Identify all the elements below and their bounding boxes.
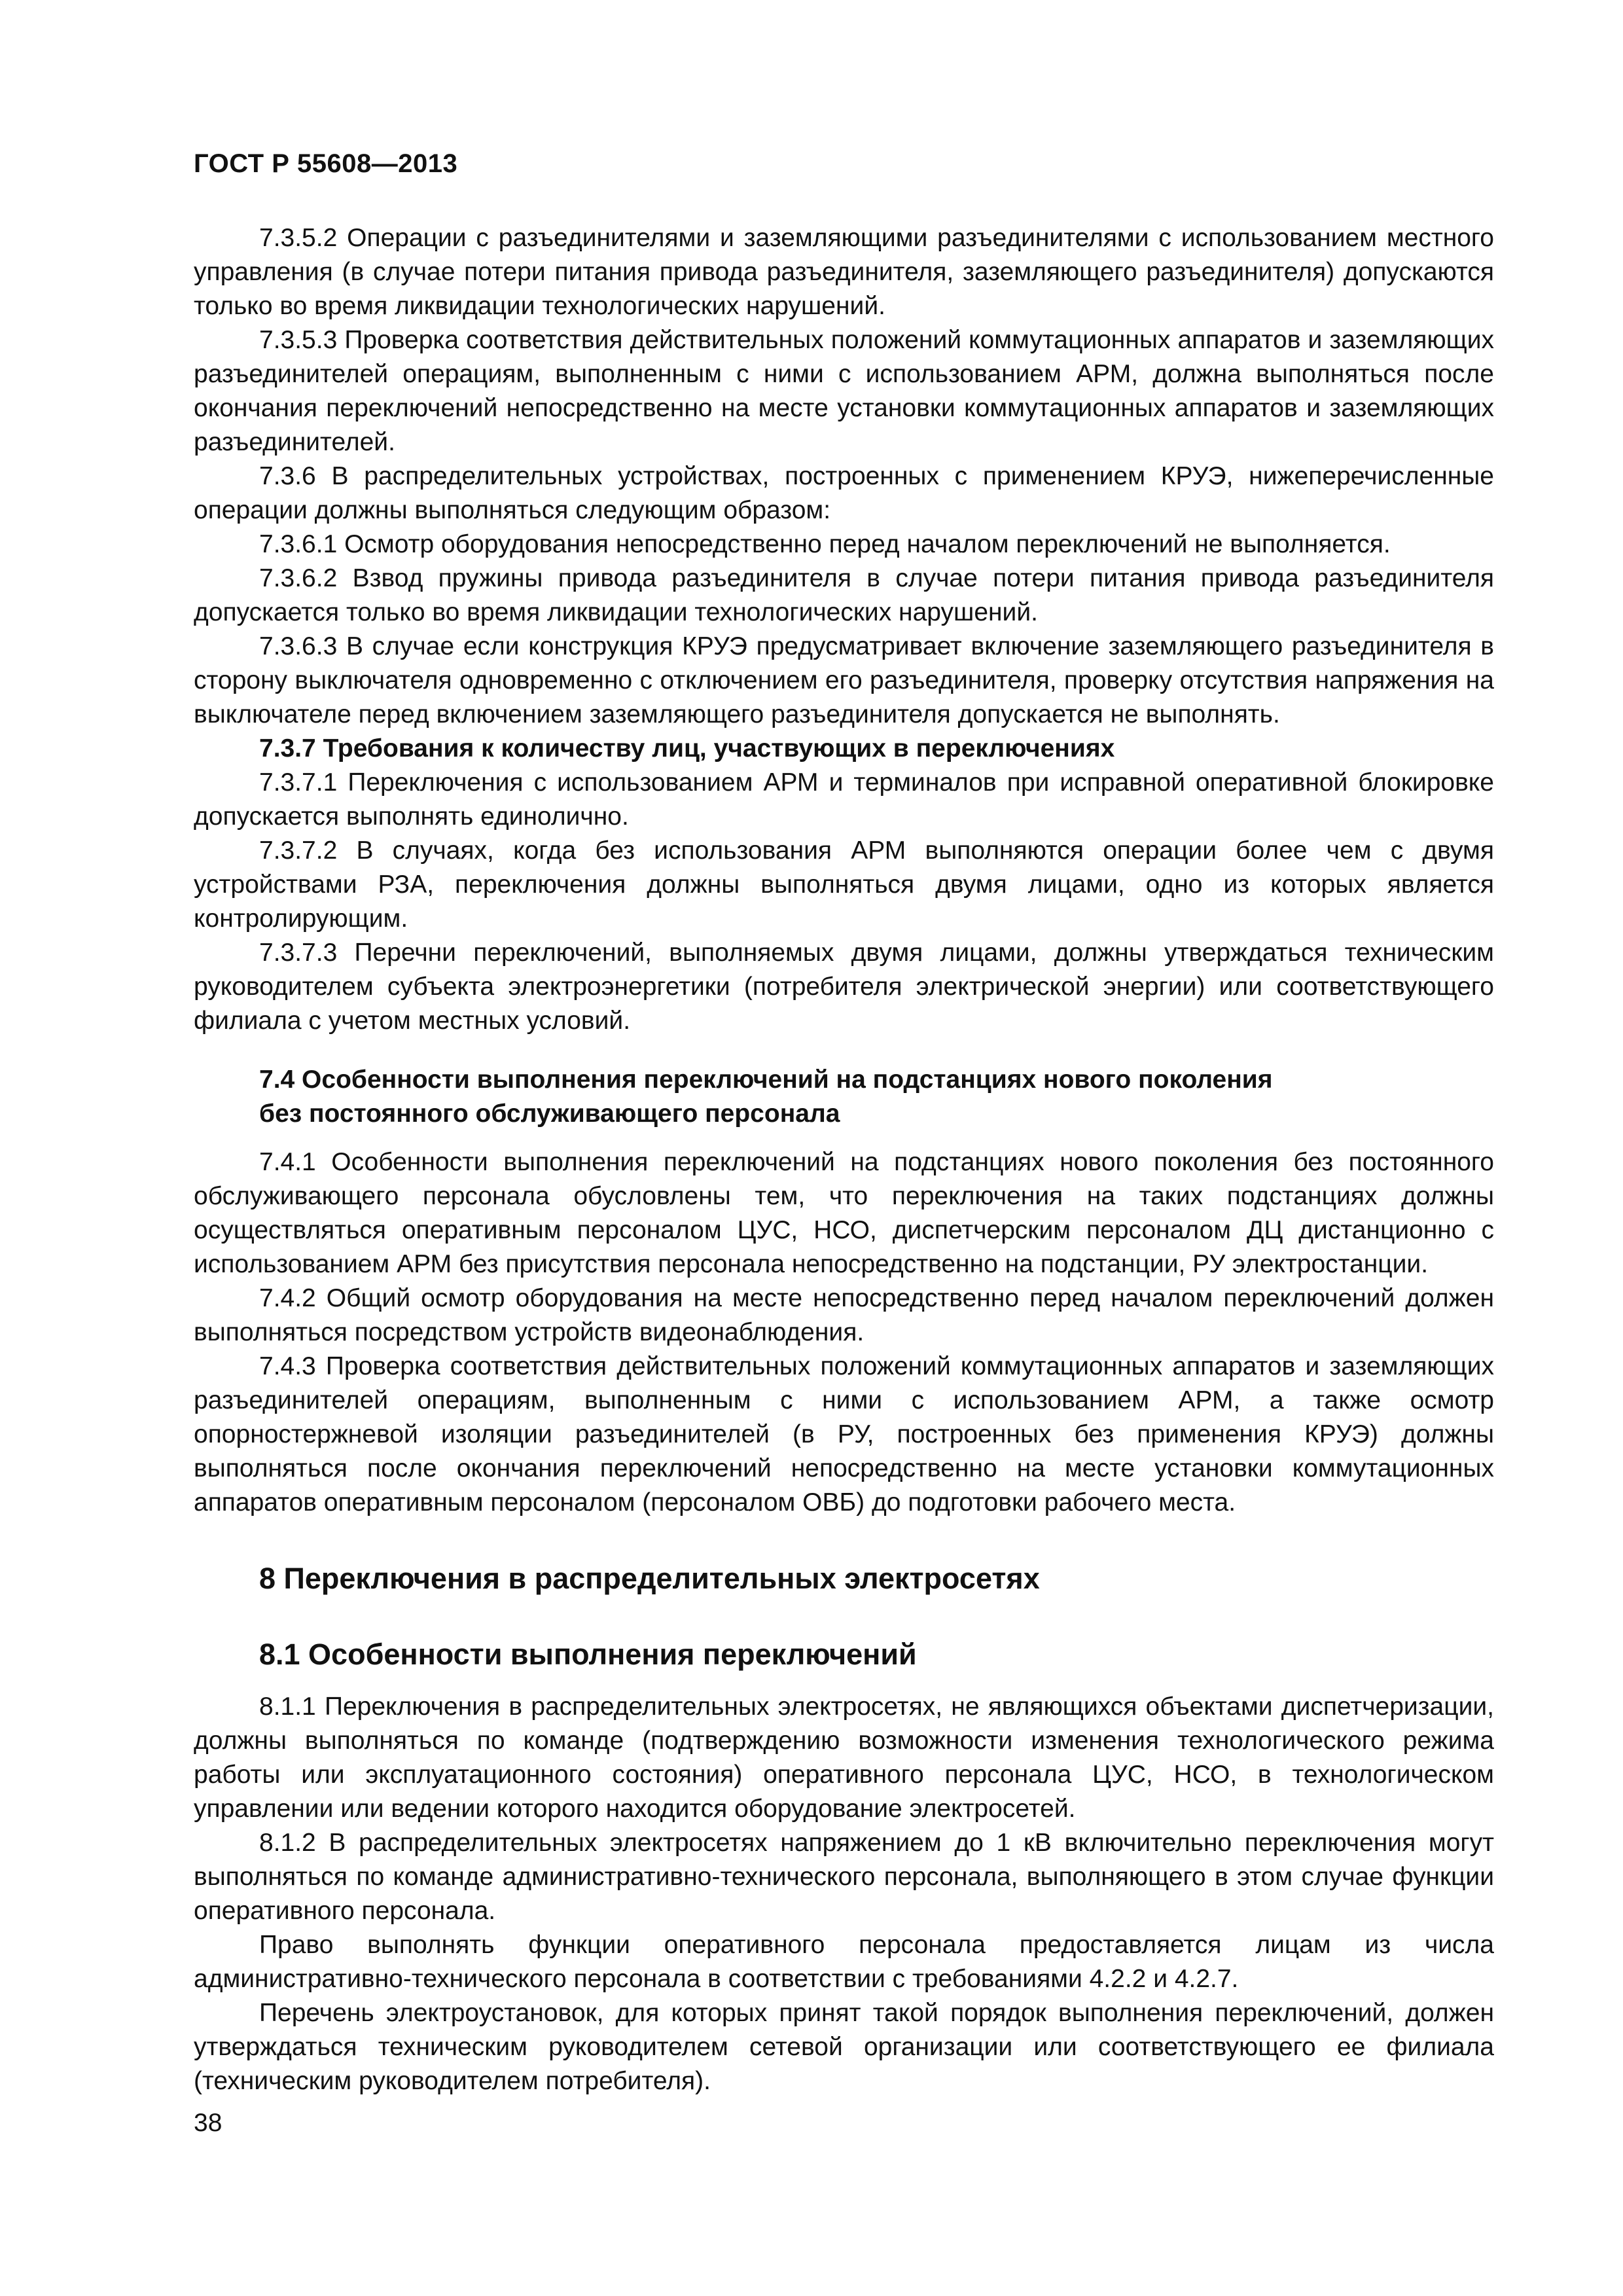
paragraph-7-4-1: 7.4.1 Особенности выполнения переключений на подстанциях нового поколения без постоянного обслуживающего персонала обусловлены тем, что переключения на таких подстанциях должны осуществляться оперативным персоналом ЦУС, НСО, диспетчерским персоналом ДЦ дистанционно с использованием АРМ без присутствия персонала непосредственно на подстанции, РУ электростанции. bbox=[194, 1148, 1494, 1278]
paragraph-8-1-2: 8.1.2 В распределительных электросетях напряжением до 1 кВ включительно переключения могут выполняться по команде административно-технического персонала, выполняющего в этом случае функции оперативного персонала. bbox=[194, 1829, 1494, 1925]
paragraph-rights: Право выполнять функции оперативного персонала предоставляется лицам из числа административно-технического персонала в соответствии с требованиями 4.2.2 и 4.2.7. bbox=[194, 1931, 1494, 1993]
heading-7-3-7: 7.3.7 Требования к количеству лиц, участвующих в переключениях bbox=[259, 734, 1115, 762]
paragraph-7-3-6-2: 7.3.6.2 Взвод пружины привода разъединителя в случае потери питания привода разъединителя допускается только во время ликвидации технологических нарушений. bbox=[194, 564, 1494, 626]
page-content bbox=[194, 221, 1494, 2098]
paragraph-7-3-6-3: 7.3.6.3 В случае если конструкция КРУЭ предусматривает включение заземляющего разъединителя в сторону выключателя одновременно с отключением его разъединителя, проверку отсутствия напряжения на выключателе перед включением заземляющего разъединителя допускается не выполнять. bbox=[194, 632, 1494, 728]
heading-section-8-1: 8.1 Особенности выполнения переключений bbox=[259, 1638, 917, 1671]
paragraph-7-3-5-2: 7.3.5.2 Операции с разъединителями и заземляющими разъединителями с использованием местного управления (в случае потери питания привода разъединителя, заземляющего разъединителя) допускаются только во время ликвидации технологических нарушений. bbox=[194, 224, 1494, 320]
heading-7-4-line2: без постоянного обслуживающего персонала bbox=[259, 1100, 840, 1128]
paragraph-7-3-5-3: 7.3.5.3 Проверка соответствия действительных положений коммутационных аппаратов и заземляющих разъединителей операциям, выполненным с ними с использованием АРМ, должна выполняться после окончания переключений непосредственно на месте установки коммутационных аппаратов и заземляющих разъединителей. bbox=[194, 326, 1494, 456]
paragraph-7-3-6-1: 7.3.6.1 Осмотр оборудования непосредственно перед началом переключений не выполняется. bbox=[259, 530, 1391, 558]
paragraph-7-3-7-1: 7.3.7.1 Переключения с использованием АРМ и терминалов при исправной оперативной блокировке допускается выполнять единолично. bbox=[194, 768, 1494, 831]
paragraph-7-3-7-2: 7.3.7.2 В случаях, когда без использования АРМ выполняются операции более чем с двумя устройствами РЗА, переключения должны выполняться двумя лицами, одно из которых является контролирующим. bbox=[194, 836, 1494, 933]
heading-7-4-line1: 7.4 Особенности выполнения переключений на подстанциях нового поколения bbox=[259, 1066, 1273, 1094]
page-number: 38 bbox=[194, 2109, 223, 2137]
paragraph-installations-list: Перечень электроустановок, для которых принят такой порядок выполнения переключений, должен утверждаться техническим руководителем сетевой организации или соответствующего ее филиала (техническим руководителем потребителя). bbox=[194, 1999, 1494, 2095]
paragraph-7-3-6: 7.3.6 В распределительных устройствах, построенных с применением КРУЭ, нижеперечисленные операции должны выполняться следующим образом: bbox=[194, 462, 1494, 524]
heading-section-8: 8 Переключения в распределительных электросетях bbox=[259, 1562, 1040, 1595]
paragraph-7-4-2: 7.4.2 Общий осмотр оборудования на месте непосредственно перед началом переключений должен выполняться посредством устройств видеонаблюдения. bbox=[194, 1284, 1494, 1346]
paragraph-8-1-1: 8.1.1 Переключения в распределительных электросетях, не являющихся объектами диспетчеризации, должны выполняться по команде (подтверждению возможности изменения технологического режима работы или эксплуатационного состояния) оперативного персонала ЦУС, НСО, в технологическом управлении или ведении которого находится оборудование электросетей. bbox=[194, 1693, 1494, 1823]
paragraph-7-3-7-3: 7.3.7.3 Перечни переключений, выполняемых двумя лицами, должны утверждаться техническим руководителем субъекта электроэнергетики (потребителя электрической энергии) или соответствующего филиала с учетом местных условий. bbox=[194, 939, 1494, 1035]
heading-7-4 bbox=[259, 1063, 1494, 1131]
standard-header: ГОСТ Р 55608—2013 bbox=[194, 149, 458, 178]
paragraph-7-4-3: 7.4.3 Проверка соответствия действительных положений коммутационных аппаратов и заземляющих разъединителей операциям, выполненным с ними с использованием АРМ, а также осмотр опорностержневой изоляции разъединителей (в РУ, построенных без применения КРУЭ) должны выполняться после окончания переключений непосредственно на месте установки коммутационных аппаратов оперативным персоналом (персоналом ОВБ) до подготовки рабочего места. bbox=[194, 1352, 1494, 1516]
